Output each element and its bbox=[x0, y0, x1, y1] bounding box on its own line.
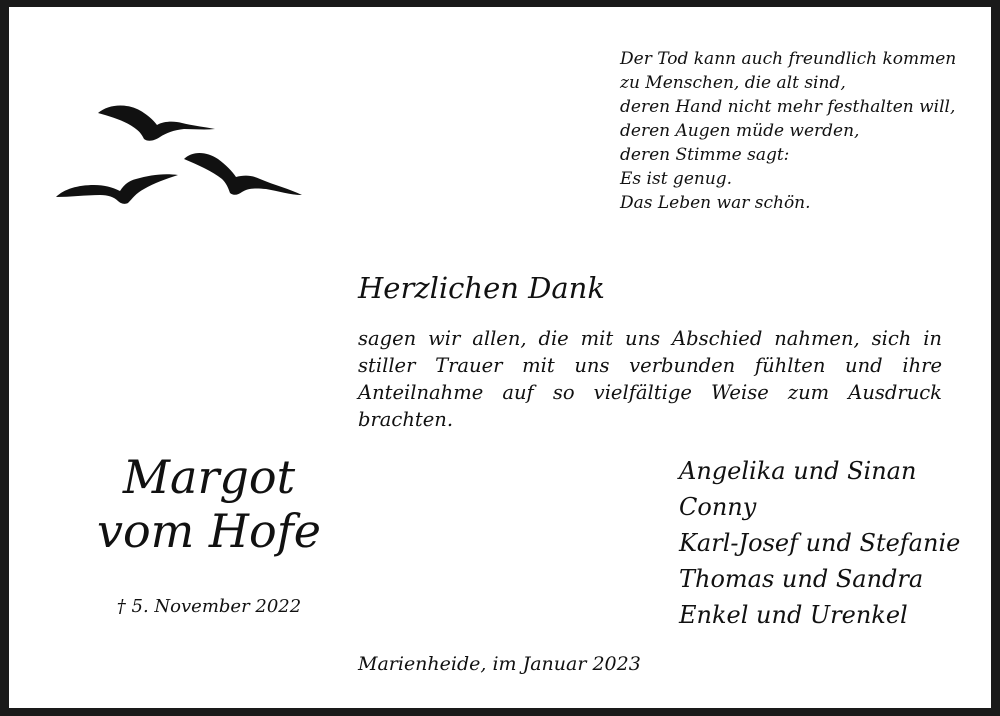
deceased-first-name: Margot bbox=[122, 450, 296, 504]
signer: Thomas und Sandra bbox=[679, 565, 924, 593]
poem-line: Das Leben war schön. bbox=[620, 193, 811, 213]
signer: Angelika und Sinan bbox=[679, 457, 917, 485]
poem-line: deren Hand nicht mehr festhalten will, bbox=[620, 97, 956, 117]
signer: Conny bbox=[679, 493, 757, 521]
bird-left-icon bbox=[56, 174, 178, 204]
signers-list bbox=[679, 453, 979, 633]
obituary-card bbox=[9, 7, 991, 708]
poem-line: zu Menschen, die alt sind, bbox=[620, 73, 846, 93]
poem bbox=[620, 47, 960, 215]
place-date: Marienheide, im Januar 2023 bbox=[358, 653, 641, 675]
signer: Enkel und Urenkel bbox=[679, 601, 908, 629]
poem-line: deren Stimme sagt: bbox=[620, 145, 790, 165]
thanks-body: sagen wir allen, die mit uns Abschied nahmen, sich in stiller Trauer mit uns verbunden fühlten und ihre Anteilnahme auf so vielfältige Weise zum Ausdruck brachten. bbox=[358, 327, 942, 431]
flying-birds-icon bbox=[54, 99, 304, 204]
bird-right-icon bbox=[184, 153, 302, 195]
thanks-heading: Herzlichen Dank bbox=[358, 271, 605, 305]
deceased-name bbox=[69, 450, 349, 558]
death-date: † 5. November 2022 bbox=[116, 596, 302, 617]
deceased-last-name: vom Hofe bbox=[97, 504, 321, 558]
signer: Karl-Josef und Stefanie bbox=[679, 529, 961, 557]
bird-top-icon bbox=[98, 106, 215, 141]
poem-line: Der Tod kann auch freundlich kommen bbox=[620, 49, 957, 69]
poem-line: Es ist genug. bbox=[620, 169, 733, 189]
poem-line: deren Augen müde werden, bbox=[620, 121, 860, 141]
